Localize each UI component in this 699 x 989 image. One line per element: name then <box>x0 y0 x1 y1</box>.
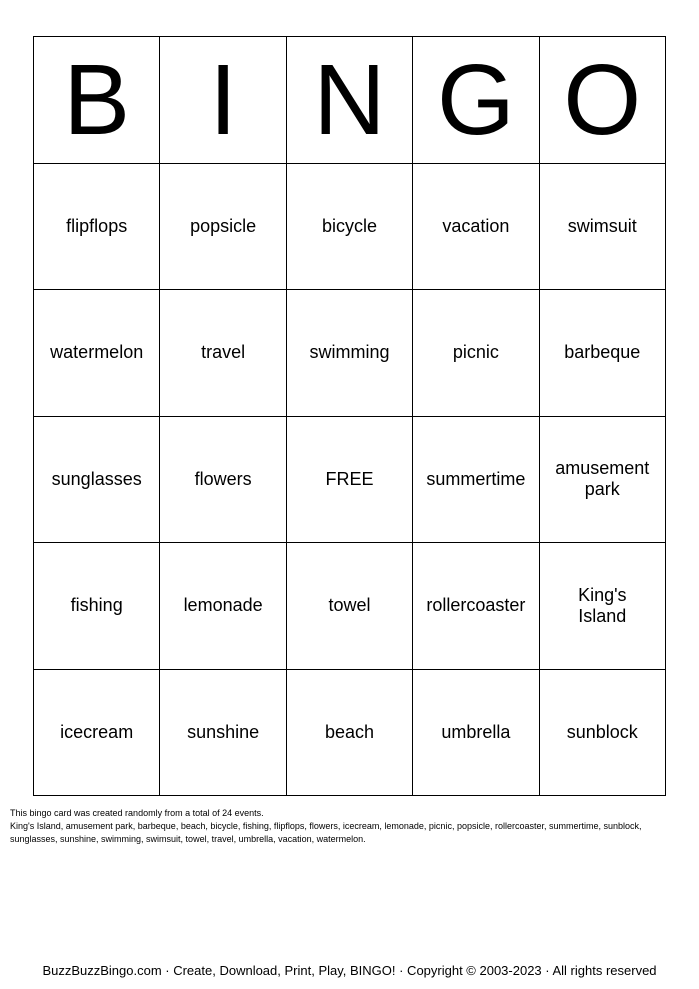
bingo-cell: fishing <box>34 543 160 670</box>
card-notes <box>10 807 690 846</box>
bingo-cell: sunblock <box>540 670 666 797</box>
bingo-cell: icecream <box>34 670 160 797</box>
bingo-cell: picnic <box>413 290 539 417</box>
card-notes-word-list: King's Island, amusement park, barbeque, beach, bicycle, fishing, flipflops, flowers, icecream, lemonade, picnic, popsicle, rollercoaster, summertime, sunblock, sunglasses, sunshine, swimming, swimsuit, towel, travel, umbrella, vacation, watermelon. <box>10 821 642 844</box>
bingo-cell: summertime <box>413 417 539 544</box>
bingo-cell <box>540 417 666 544</box>
bingo-cell: rollercoaster <box>413 543 539 670</box>
header-letter-o: O <box>540 37 666 164</box>
header-letter-n: N <box>287 37 413 164</box>
bingo-cell: beach <box>287 670 413 797</box>
bingo-cell: swimming <box>287 290 413 417</box>
bingo-cell: sunglasses <box>34 417 160 544</box>
bingo-card <box>33 36 666 796</box>
header-letter-g: G <box>413 37 539 164</box>
bingo-cell-text: amusement park <box>555 458 650 500</box>
bingo-cell: sunshine <box>160 670 286 797</box>
bingo-cell: flipflops <box>34 164 160 291</box>
page-footer: BuzzBuzzBingo.com · Create, Download, Print, Play, BINGO! · Copyright © 2003-2023 · All rights reserved <box>42 963 657 978</box>
bingo-cell: swimsuit <box>540 164 666 291</box>
bingo-cell: travel <box>160 290 286 417</box>
bingo-cell: towel <box>287 543 413 670</box>
free-space-cell: FREE <box>287 417 413 544</box>
bingo-cell: popsicle <box>160 164 286 291</box>
bingo-cell: watermelon <box>34 290 160 417</box>
bingo-cell: umbrella <box>413 670 539 797</box>
bingo-cell: vacation <box>413 164 539 291</box>
bingo-cell-text: King's Island <box>578 584 627 626</box>
bingo-cell: flowers <box>160 417 286 544</box>
header-letter-i: I <box>160 37 286 164</box>
header-letter-b: B <box>34 37 160 164</box>
bingo-cell: lemonade <box>160 543 286 670</box>
bingo-cell <box>540 543 666 670</box>
card-notes-summary: This bingo card was created randomly from a total of 24 events. <box>10 808 264 818</box>
bingo-cell: bicycle <box>287 164 413 291</box>
bingo-cell: barbeque <box>540 290 666 417</box>
